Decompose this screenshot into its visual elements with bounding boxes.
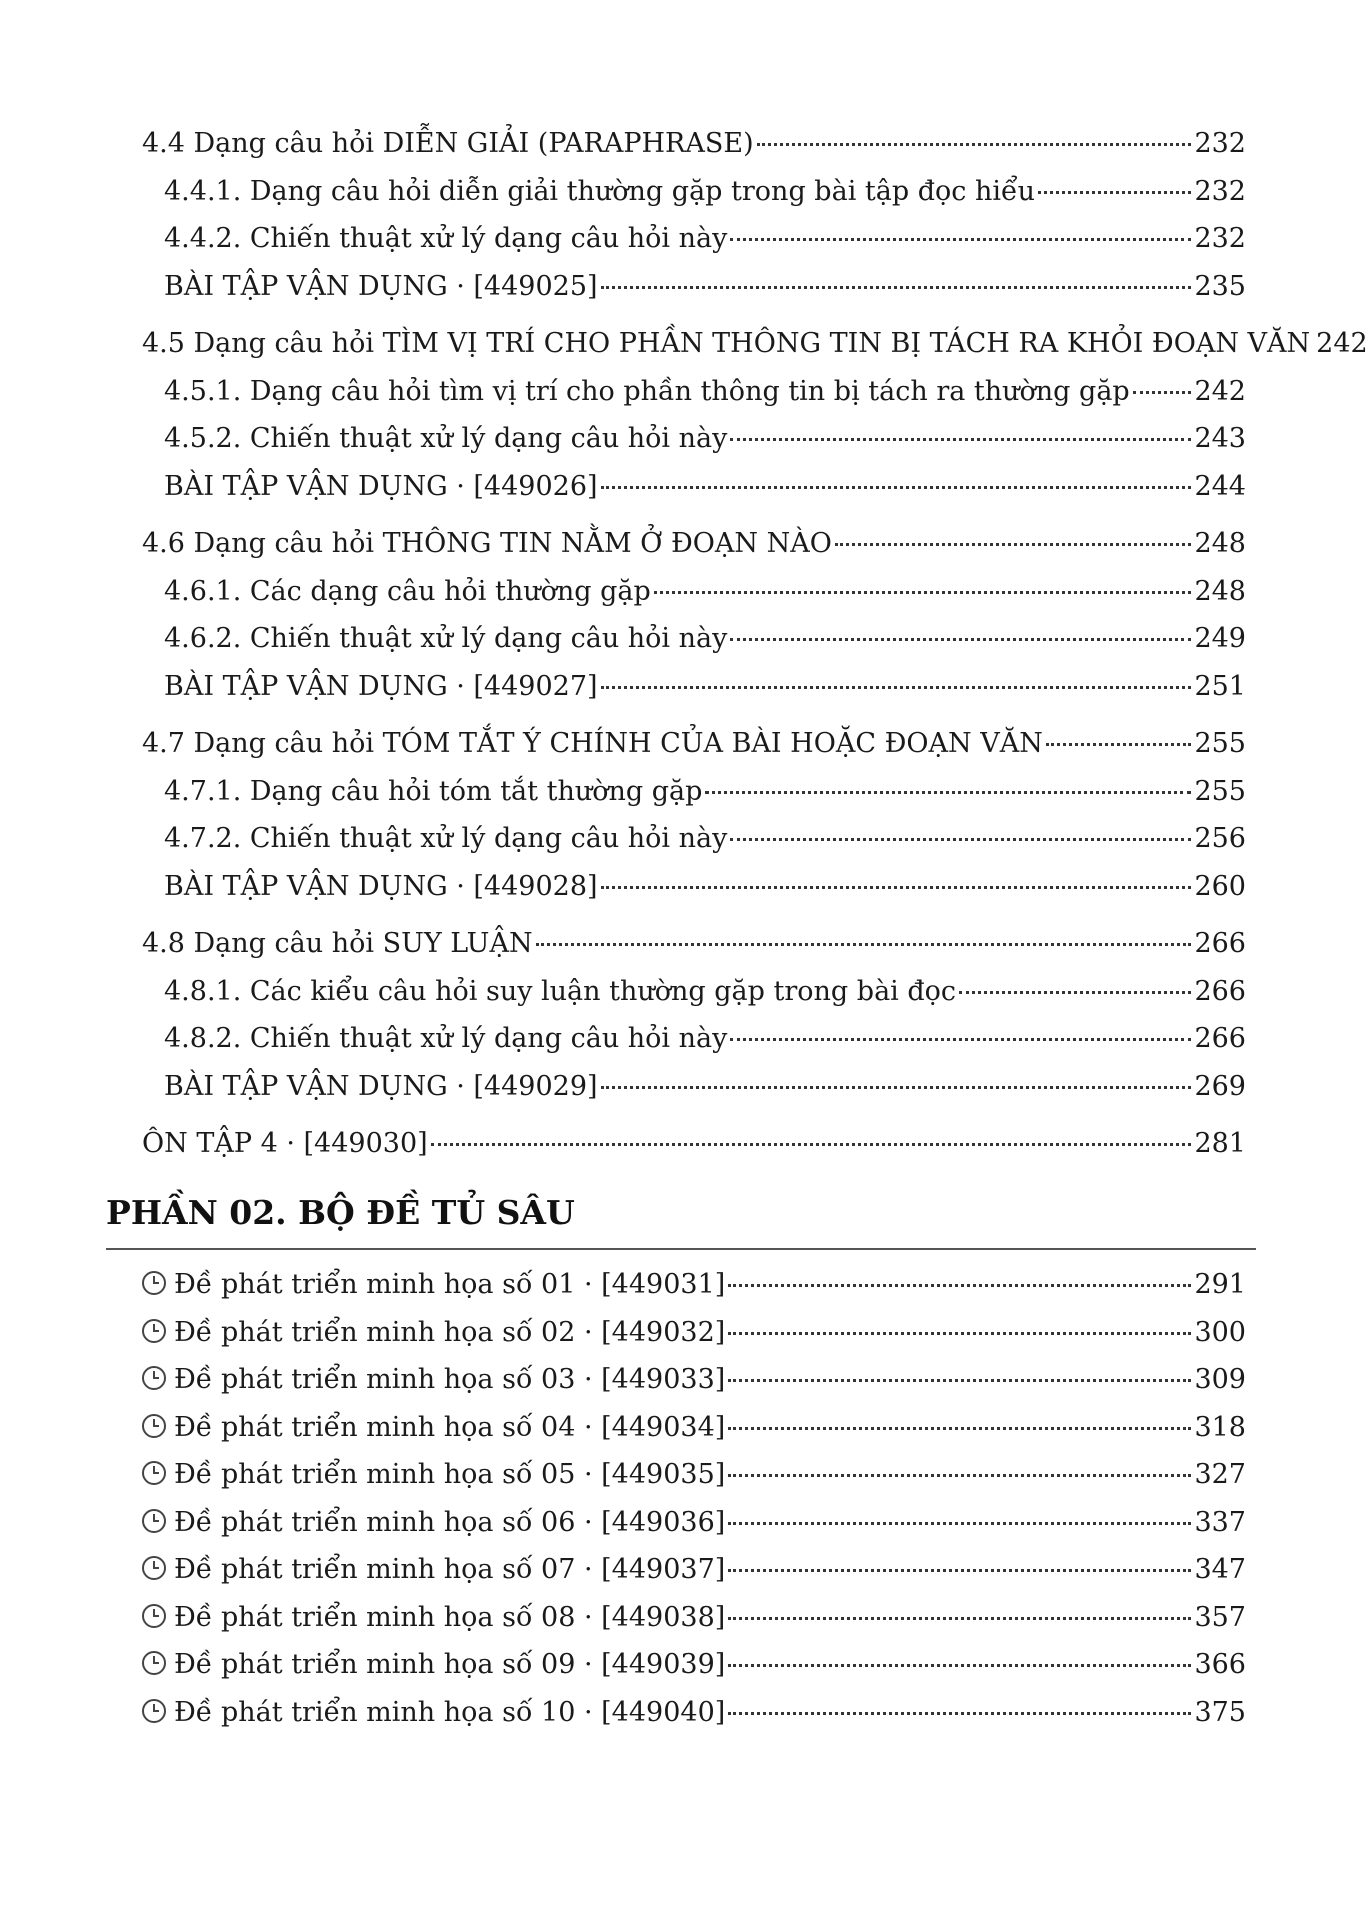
dot-leader — [757, 143, 1192, 146]
toc-page-number: 375 — [1194, 1696, 1246, 1728]
toc-entry[interactable] — [142, 1503, 1246, 1543]
dot-leader — [1038, 191, 1191, 194]
dot-leader — [728, 1474, 1191, 1477]
toc-entry-label: Đề phát triển minh họa số 03 · [449033] — [142, 1360, 725, 1400]
clock-icon — [142, 1319, 166, 1343]
toc-entry-label: 4.8.2. Chiến thuật xử lý dạng câu hỏi này — [164, 1023, 728, 1054]
clock-icon — [142, 1366, 166, 1390]
toc-entry[interactable] — [142, 724, 1246, 764]
toc-entry[interactable] — [142, 1313, 1246, 1353]
toc-entry-label: 4.5.2. Chiến thuật xử lý dạng câu hỏi này — [164, 423, 728, 454]
toc-entry[interactable] — [142, 1455, 1246, 1495]
toc-page-number: 242 — [1316, 328, 1368, 359]
toc-entry-label: Đề phát triển minh họa số 05 · [449035] — [142, 1455, 725, 1495]
toc-entry-label: 4.6.2. Chiến thuật xử lý dạng câu hỏi này — [164, 623, 728, 654]
toc-entry[interactable] — [164, 219, 1246, 259]
toc-entry[interactable] — [164, 619, 1246, 659]
toc-entry[interactable] — [164, 1067, 1246, 1107]
toc-entry[interactable] — [164, 867, 1246, 907]
toc-page-number: 260 — [1194, 870, 1246, 902]
dot-leader — [730, 438, 1191, 441]
toc-entry-label: BÀI TẬP VẬN DỤNG · [449028] — [164, 870, 598, 902]
toc-entry-label: BÀI TẬP VẬN DỤNG · [449025] — [164, 270, 598, 302]
toc-entry[interactable] — [164, 1019, 1246, 1059]
dot-leader — [431, 1143, 1192, 1146]
toc-entry-label: 4.7.2. Chiến thuật xử lý dạng câu hỏi này — [164, 823, 728, 854]
toc-entry-label: Đề phát triển minh họa số 04 · [449034] — [142, 1408, 725, 1448]
toc-entry-label: 4.5.1. Dạng câu hỏi tìm vị trí cho phần thông tin bị tách ra thường gặp — [164, 375, 1130, 407]
toc-page-number: 269 — [1194, 1070, 1246, 1102]
dot-leader — [601, 1086, 1192, 1089]
toc-entry[interactable] — [164, 172, 1246, 212]
toc-entry-label: 4.7 Dạng câu hỏi TÓM TẮT Ý CHÍNH CỦA BÀI HOẶC ĐOẠN VĂN — [142, 728, 1043, 759]
toc-page-number: 327 — [1194, 1459, 1246, 1490]
toc-entry[interactable] — [142, 1645, 1246, 1685]
toc-page-number: 266 — [1194, 1023, 1246, 1054]
toc-entry[interactable] — [164, 267, 1246, 307]
toc-page-number: 300 — [1194, 1316, 1246, 1348]
dot-leader — [728, 1664, 1191, 1667]
toc-page-number: 244 — [1194, 470, 1246, 502]
toc-page-number: 291 — [1194, 1269, 1246, 1300]
toc-entry-label: 4.4.1. Dạng câu hỏi diễn giải thường gặp trong bài tập đọc hiểu — [164, 175, 1035, 207]
toc-entry-label: Đề phát triển minh họa số 10 · [449040] — [142, 1693, 725, 1733]
toc-entry-label: 4.8 Dạng câu hỏi SUY LUẬN — [142, 928, 533, 959]
dot-leader — [728, 1522, 1191, 1525]
clock-icon — [142, 1509, 166, 1533]
toc-entry-label: Đề phát triển minh họa số 07 · [449037] — [142, 1550, 725, 1590]
toc-page-number: 235 — [1194, 270, 1246, 302]
toc-entry-label: 4.4 Dạng câu hỏi DIỄN GIẢI (PARAPHRASE) — [142, 128, 754, 159]
toc-entry[interactable] — [164, 467, 1246, 507]
toc-entry[interactable] — [164, 667, 1246, 707]
dot-leader — [835, 543, 1192, 546]
toc-entry-label: ÔN TẬP 4 · [449030] — [142, 1128, 428, 1159]
toc-entry-label: 4.7.1. Dạng câu hỏi tóm tắt thường gặp — [164, 775, 703, 807]
toc-entry[interactable] — [142, 1360, 1246, 1400]
dot-leader — [728, 1569, 1191, 1572]
toc-entry[interactable] — [142, 1124, 1246, 1164]
toc-page-number: 337 — [1194, 1506, 1246, 1538]
toc-entry-label: BÀI TẬP VẬN DỤNG · [449027] — [164, 670, 598, 702]
dot-leader — [730, 838, 1191, 841]
toc-page-number: 256 — [1194, 823, 1246, 854]
dot-leader — [601, 686, 1192, 689]
toc-entry[interactable] — [142, 1693, 1246, 1733]
toc-entry-label: 4.5 Dạng câu hỏi TÌM VỊ TRÍ CHO PHẦN THÔNG TIN BỊ TÁCH RA KHỎI ĐOẠN VĂN — [142, 328, 1311, 359]
dot-leader — [959, 991, 1191, 994]
toc-page-number: 266 — [1194, 975, 1246, 1007]
dot-leader — [601, 886, 1192, 889]
toc-entry[interactable] — [164, 972, 1246, 1012]
dot-leader — [601, 286, 1192, 289]
toc-entry-label: Đề phát triển minh họa số 09 · [449039] — [142, 1645, 725, 1685]
toc-entry[interactable] — [142, 1550, 1246, 1590]
dot-leader — [536, 943, 1192, 946]
toc-page-number: 347 — [1194, 1554, 1246, 1585]
toc-page-number: 366 — [1194, 1649, 1246, 1680]
clock-icon — [142, 1461, 166, 1485]
toc-entry-label: Đề phát triển minh họa số 01 · [449031] — [142, 1265, 725, 1305]
dot-leader — [730, 1038, 1191, 1041]
toc-entry-label: Đề phát triển minh họa số 08 · [449038] — [142, 1598, 725, 1638]
toc-page-number: 251 — [1194, 670, 1246, 702]
dot-leader — [1133, 391, 1192, 394]
dot-leader — [1046, 743, 1192, 746]
dot-leader — [728, 1284, 1191, 1287]
toc-page-number: 248 — [1194, 528, 1246, 559]
toc-entry[interactable] — [142, 124, 1246, 164]
toc-entry[interactable] — [164, 772, 1246, 812]
toc-page-number: 318 — [1194, 1411, 1246, 1443]
clock-icon — [142, 1699, 166, 1723]
clock-icon — [142, 1604, 166, 1628]
toc-page-number: 249 — [1194, 623, 1246, 654]
toc-page-number: 255 — [1194, 728, 1246, 759]
toc-page-number: 232 — [1194, 223, 1246, 254]
toc-entry-label: 4.6.1. Các dạng câu hỏi thường gặp — [164, 575, 651, 607]
toc-entry[interactable] — [142, 1265, 1246, 1305]
toc-page-number: 232 — [1194, 128, 1246, 159]
toc-entry[interactable] — [142, 1408, 1246, 1448]
clock-icon — [142, 1271, 166, 1295]
toc-page-number: 232 — [1194, 175, 1246, 207]
toc-page-number: 242 — [1194, 375, 1246, 407]
toc-entry[interactable] — [142, 524, 1246, 564]
dot-leader — [730, 638, 1191, 641]
toc-entry-label: BÀI TẬP VẬN DỤNG · [449029] — [164, 1070, 598, 1102]
clock-icon — [142, 1556, 166, 1580]
toc-entry-label: Đề phát triển minh họa số 06 · [449036] — [142, 1503, 725, 1543]
toc-page-number: 309 — [1194, 1364, 1246, 1395]
toc-page-number: 248 — [1194, 575, 1246, 607]
dot-leader — [728, 1332, 1191, 1335]
toc-entry[interactable] — [142, 1598, 1246, 1638]
toc-entry[interactable] — [164, 419, 1246, 459]
toc-page-number: 357 — [1194, 1601, 1246, 1633]
part-divider — [106, 1248, 1256, 1250]
part-title: PHẦN 02. BỘ ĐỀ TỦ SÂU — [106, 1193, 575, 1232]
dot-leader — [728, 1712, 1191, 1715]
dot-leader — [654, 591, 1192, 594]
toc-page-number: 266 — [1194, 928, 1246, 959]
dot-leader — [728, 1379, 1191, 1382]
toc-entry[interactable] — [142, 324, 1368, 364]
toc-entry-label: 4.4.2. Chiến thuật xử lý dạng câu hỏi này — [164, 223, 728, 254]
toc-entry[interactable] — [164, 819, 1246, 859]
toc-entry[interactable] — [164, 572, 1246, 612]
dot-leader — [728, 1617, 1191, 1620]
clock-icon — [142, 1651, 166, 1675]
toc-page-number: 243 — [1194, 423, 1246, 454]
dot-leader — [728, 1427, 1191, 1430]
toc-entry[interactable] — [142, 924, 1246, 964]
toc-entry-label: Đề phát triển minh họa số 02 · [449032] — [142, 1313, 725, 1353]
toc-entry-label: BÀI TẬP VẬN DỤNG · [449026] — [164, 470, 598, 502]
toc-entry-label: 4.8.1. Các kiểu câu hỏi suy luận thường gặp trong bài đọc — [164, 975, 957, 1007]
toc-entry-label: 4.6 Dạng câu hỏi THÔNG TIN NẰM Ở ĐOẠN NÀO — [142, 528, 832, 559]
toc-page-number: 255 — [1194, 775, 1246, 807]
toc-page-number: 281 — [1194, 1128, 1246, 1159]
toc-entry[interactable] — [164, 372, 1246, 412]
dot-leader — [705, 791, 1191, 794]
clock-icon — [142, 1414, 166, 1438]
dot-leader — [730, 238, 1191, 241]
dot-leader — [601, 486, 1192, 489]
